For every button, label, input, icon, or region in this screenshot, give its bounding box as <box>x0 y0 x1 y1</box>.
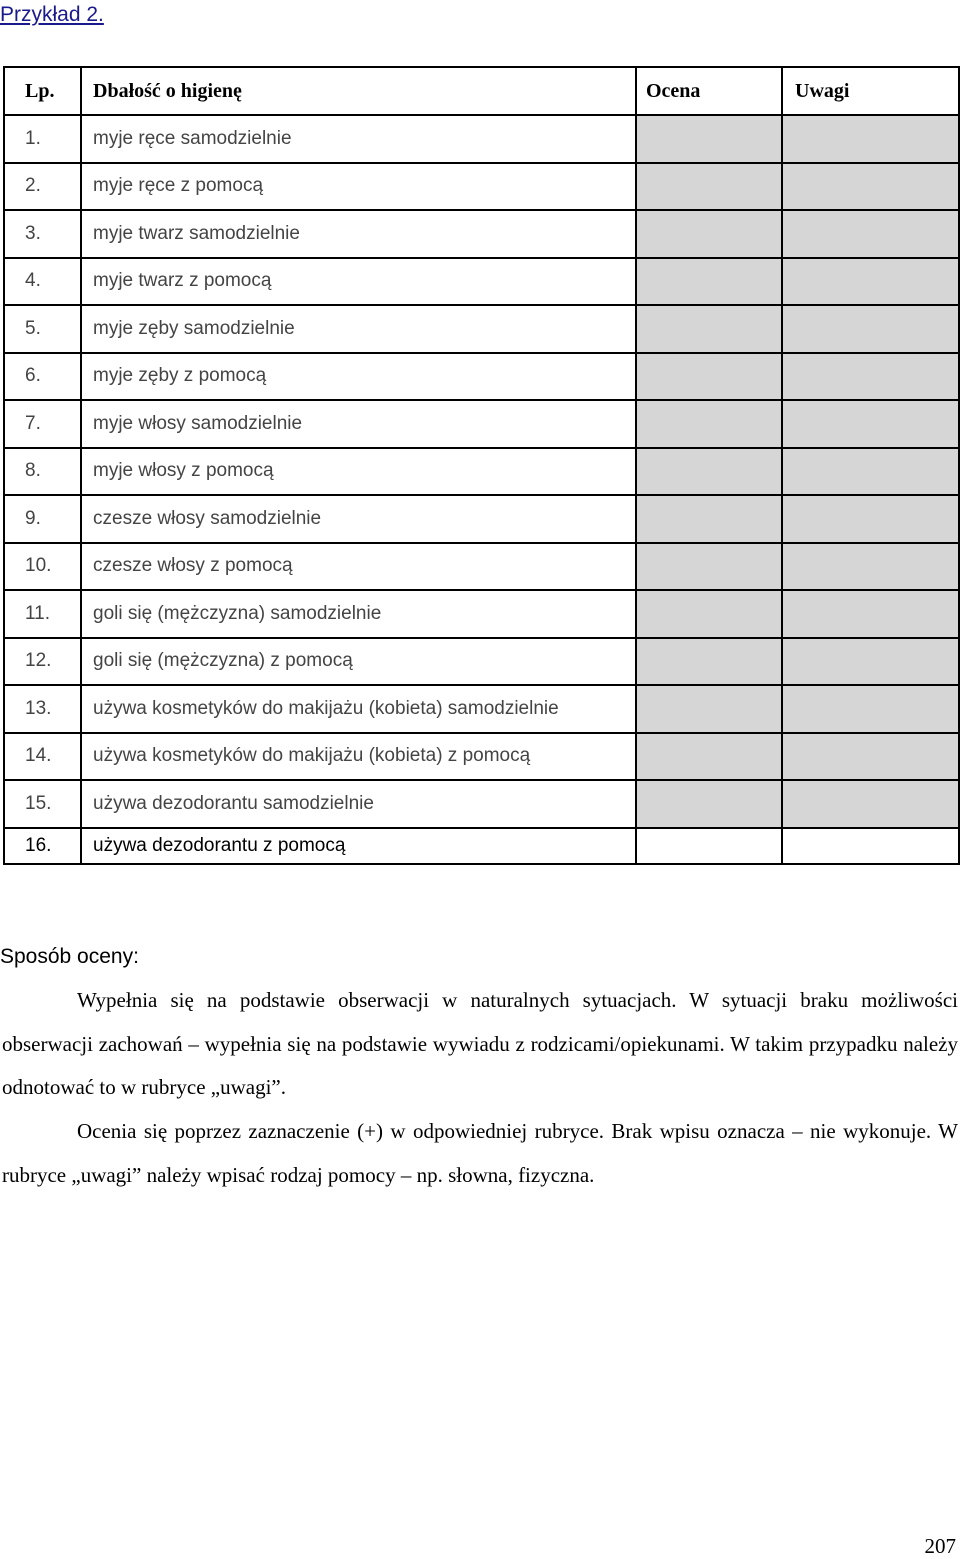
notes-cell[interactable] <box>782 258 959 306</box>
row-activity: myje zęby z pomocą <box>81 353 636 401</box>
table-row <box>4 115 959 163</box>
row-number: 9. <box>4 495 81 543</box>
scoring-paragraph-1: Wypełnia się na podstawie obserwacji w naturalnych sytuacjach. W sytuacji braku możliwości obserwacji zachowań – wypełnia się na podstawie wywiadu z rodzicami/opiekunami. W takim przypadku należy odnotować to w rubryce „uwagi”. <box>2 988 958 1099</box>
row-activity: myje włosy samodzielnie <box>81 400 636 448</box>
row-number: 12. <box>4 638 81 686</box>
notes-cell[interactable] <box>782 543 959 591</box>
row-activity: używa dezodorantu samodzielnie <box>81 780 636 828</box>
notes-cell[interactable] <box>782 305 959 353</box>
grade-cell[interactable] <box>636 305 782 353</box>
row-number: 14. <box>4 733 81 781</box>
grade-cell[interactable] <box>636 400 782 448</box>
grade-cell[interactable] <box>636 495 782 543</box>
table-row <box>4 780 959 828</box>
row-activity: czesze włosy z pomocą <box>81 543 636 591</box>
grade-cell[interactable] <box>636 685 782 733</box>
header-hygiene-activity: Dbałość o higienę <box>81 67 636 115</box>
grade-cell[interactable] <box>636 210 782 258</box>
table-row <box>4 733 959 781</box>
grade-cell[interactable] <box>636 115 782 163</box>
table-row <box>4 685 959 733</box>
row-number: 1. <box>4 115 81 163</box>
grade-cell[interactable] <box>636 258 782 306</box>
notes-cell[interactable] <box>782 495 959 543</box>
row-number: 16. <box>4 828 81 864</box>
notes-cell[interactable] <box>782 590 959 638</box>
row-activity: używa kosmetyków do makijażu (kobieta) samodzielnie <box>81 685 636 733</box>
notes-cell[interactable] <box>782 828 959 864</box>
notes-cell[interactable] <box>782 210 959 258</box>
row-number: 3. <box>4 210 81 258</box>
row-activity: używa kosmetyków do makijażu (kobieta) z pomocą <box>81 733 636 781</box>
hygiene-assessment-table <box>3 66 960 865</box>
row-activity: myje twarz z pomocą <box>81 258 636 306</box>
row-number: 6. <box>4 353 81 401</box>
header-grade: Ocena <box>636 67 782 115</box>
row-activity: używa dezodorantu z pomocą <box>81 828 636 864</box>
notes-cell[interactable] <box>782 685 959 733</box>
scoring-paragraph-2: Ocenia się poprzez zaznaczenie (+) w odpowiedniej rubryce. Brak wpisu oznacza – nie wykonuje. W rubryce „uwagi” należy wpisać rodzaj pomocy – np. słowna, fizyczna. <box>2 1119 958 1187</box>
row-number: 7. <box>4 400 81 448</box>
row-number: 15. <box>4 780 81 828</box>
row-number: 5. <box>4 305 81 353</box>
table-header-row <box>4 67 959 115</box>
notes-cell[interactable] <box>782 733 959 781</box>
row-number: 4. <box>4 258 81 306</box>
row-activity: goli się (mężczyzna) z pomocą <box>81 638 636 686</box>
notes-cell[interactable] <box>782 115 959 163</box>
grade-cell[interactable] <box>636 780 782 828</box>
notes-cell[interactable] <box>782 448 959 496</box>
table-row <box>4 353 959 401</box>
grade-cell[interactable] <box>636 828 782 864</box>
example-title: Przykład 2. <box>0 3 104 26</box>
row-number: 10. <box>4 543 81 591</box>
table-row <box>4 828 959 864</box>
row-activity: myje zęby samodzielnie <box>81 305 636 353</box>
row-number: 8. <box>4 448 81 496</box>
row-activity: goli się (mężczyzna) samodzielnie <box>81 590 636 638</box>
grade-cell[interactable] <box>636 448 782 496</box>
notes-cell[interactable] <box>782 780 959 828</box>
row-activity: myje twarz samodzielnie <box>81 210 636 258</box>
table-row <box>4 543 959 591</box>
table-row <box>4 163 959 211</box>
row-activity: myje ręce z pomocą <box>81 163 636 211</box>
scoring-heading: Sposób oceny: <box>0 945 139 968</box>
row-activity: czesze włosy samodzielnie <box>81 495 636 543</box>
grade-cell[interactable] <box>636 638 782 686</box>
notes-cell[interactable] <box>782 400 959 448</box>
table-row <box>4 210 959 258</box>
table-row <box>4 258 959 306</box>
table-body <box>4 115 959 864</box>
table-row <box>4 495 959 543</box>
grade-cell[interactable] <box>636 353 782 401</box>
table-row <box>4 638 959 686</box>
notes-cell[interactable] <box>782 163 959 211</box>
header-lp: Lp. <box>4 67 81 115</box>
page-number: 207 <box>924 1534 956 1558</box>
table-row <box>4 448 959 496</box>
table-row <box>4 400 959 448</box>
grade-cell[interactable] <box>636 163 782 211</box>
row-number: 2. <box>4 163 81 211</box>
table-row <box>4 305 959 353</box>
row-activity: myje ręce samodzielnie <box>81 115 636 163</box>
row-number: 11. <box>4 590 81 638</box>
row-number: 13. <box>4 685 81 733</box>
notes-cell[interactable] <box>782 638 959 686</box>
notes-cell[interactable] <box>782 353 959 401</box>
grade-cell[interactable] <box>636 590 782 638</box>
grade-cell[interactable] <box>636 543 782 591</box>
grade-cell[interactable] <box>636 733 782 781</box>
table-row <box>4 590 959 638</box>
row-activity: myje włosy z pomocą <box>81 448 636 496</box>
header-notes: Uwagi <box>782 67 959 115</box>
